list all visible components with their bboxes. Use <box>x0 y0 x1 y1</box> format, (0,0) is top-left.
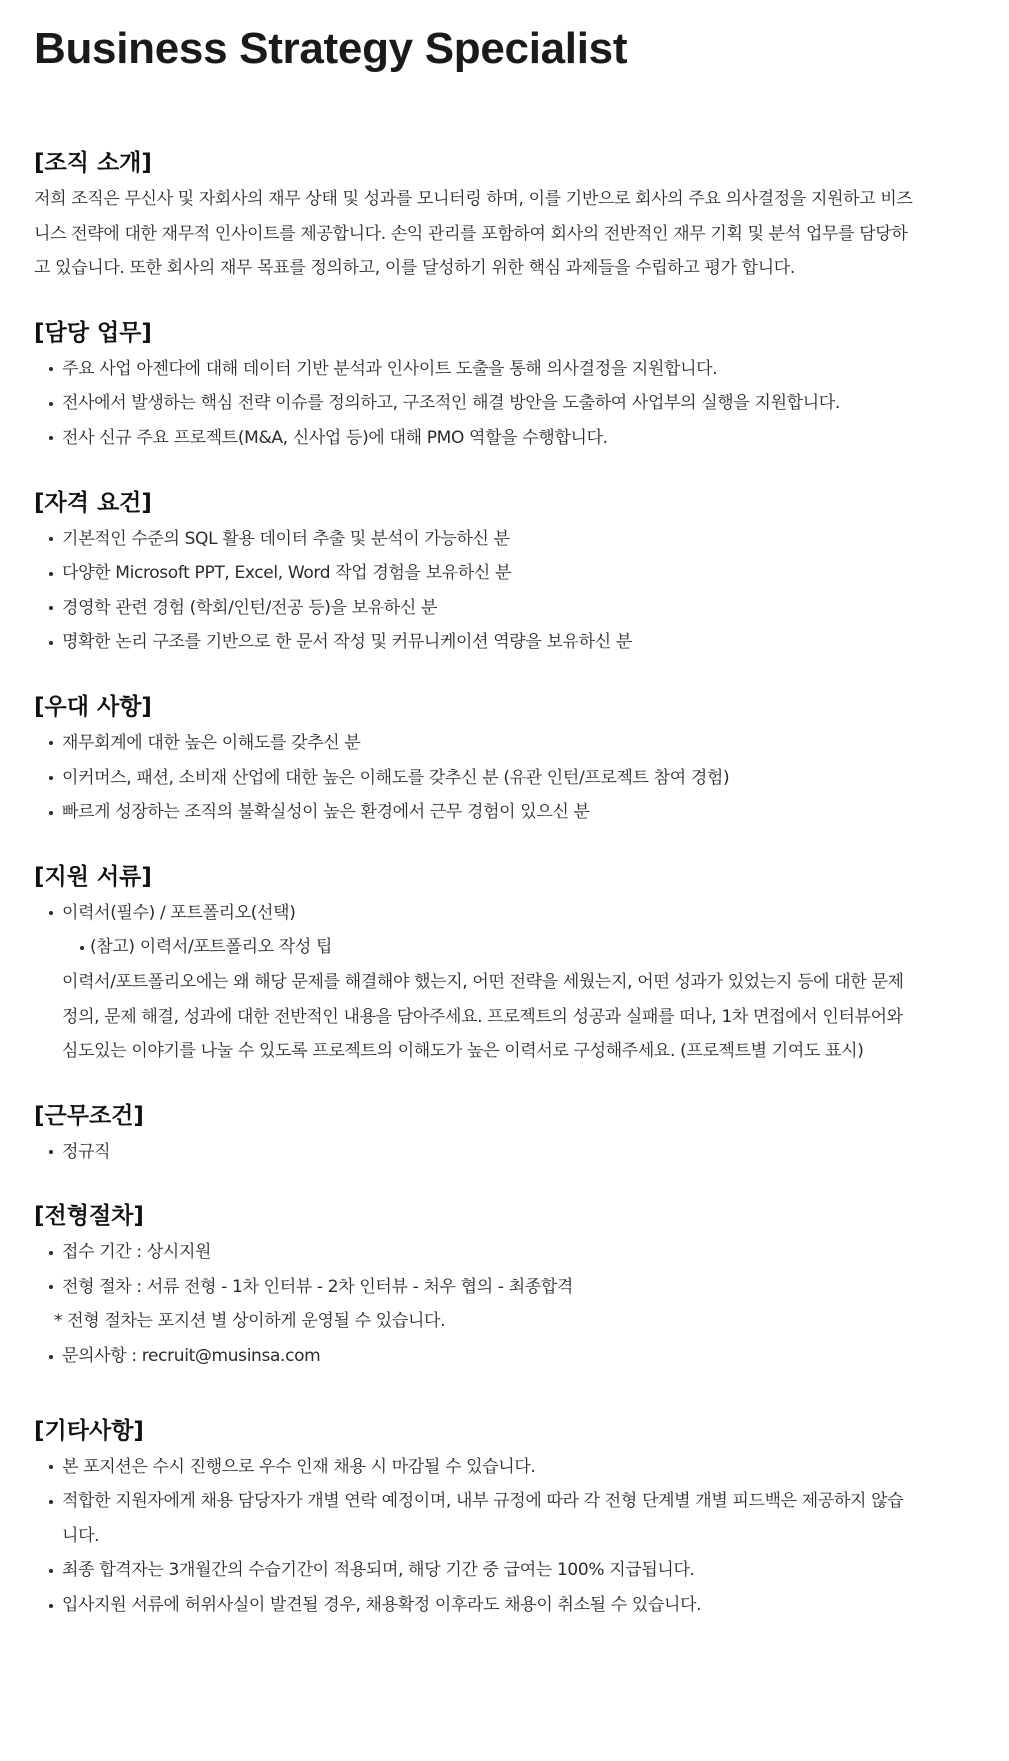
list-item: 이커머스, 패션, 소비재 산업에 대한 높은 이해도를 갖추신 분 (유관 인턴/프로젝트 참여 경험) <box>34 761 975 796</box>
section-duties <box>34 316 975 456</box>
process-note: * 전형 절차는 포지션 별 상이하게 운영될 수 있습니다. <box>54 1311 446 1332</box>
list-item: 이력서(필수) / 포트폴리오(선택) <box>34 896 975 931</box>
list-item: 본 포지션은 수시 진행으로 우수 인재 채용 시 마감될 수 있습니다. <box>34 1450 975 1485</box>
resume-tip-line: 심도있는 이야기를 나눌 수 있도록 프로젝트의 이해도가 높은 이력서로 구성해주세요. (프로젝트별 기여도 표시) <box>62 1041 864 1062</box>
resume-tip-line: 이력서/포트폴리오에는 왜 해당 문제를 해결해야 했는지, 어떤 전략을 세웠는지, 어떤 성과가 있었는지 등에 대한 문제 <box>62 971 904 992</box>
list-sub-item: (참고) 이력서/포트폴리오 작성 팁 <box>34 930 975 965</box>
list-item: 다양한 Microsoft PPT, Excel, Word 작업 경험을 보유하신 분 <box>34 556 975 591</box>
section-heading-process: [전형절차] <box>34 1203 144 1230</box>
section-etc <box>34 1414 975 1623</box>
list-item: 빠르게 성장하는 조직의 불확실성이 높은 환경에서 근무 경험이 있으신 분 <box>34 795 975 830</box>
list-item: 적합한 지원자에게 채용 담당자가 개별 연락 예정이며, 내부 규정에 따라 각 전형 단계별 개별 피드백은 제공하지 않습 <box>34 1484 975 1519</box>
section-org-intro <box>34 146 975 286</box>
list-item: 전사에서 발생하는 핵심 전략 이슈를 정의하고, 구조적인 해결 방안을 도출하여 사업부의 실행을 지원합니다. <box>34 386 975 421</box>
section-heading-conditions: [근무조건] <box>34 1102 144 1129</box>
page-title: Business Strategy Specialist <box>34 24 628 73</box>
etc-list-continued <box>34 1553 975 1622</box>
list-item: 정규직 <box>34 1135 975 1170</box>
section-heading-etc: [기타사항] <box>34 1417 144 1444</box>
contact-item: 문의사항 : recruit@musinsa.com <box>34 1339 975 1374</box>
preferred-list <box>34 726 975 830</box>
list-item: 기본적인 수준의 SQL 활용 데이터 추출 및 분석이 가능하신 분 <box>34 522 975 557</box>
conditions-list <box>34 1135 975 1170</box>
section-requirements <box>34 486 975 660</box>
section-heading-org-intro: [조직 소개] <box>34 150 152 176</box>
section-heading-duties: [담당 업무] <box>34 319 152 346</box>
duties-list <box>34 352 975 456</box>
list-item: 접수 기간 : 상시지원 <box>34 1235 975 1270</box>
list-item: 명확한 논리 구조를 기반으로 한 문서 작성 및 커뮤니케이션 역량을 보유하신 분 <box>34 625 975 660</box>
section-process <box>34 1199 975 1373</box>
list-item: 전형 절차 : 서류 전형 - 1차 인터뷰 - 2차 인터뷰 - 처우 협의 - 최종합격 <box>34 1270 975 1305</box>
list-item: 주요 사업 아젠다에 대해 데이터 기반 분석과 인사이트 도출을 통해 의사결정을 지원합니다. <box>34 352 975 387</box>
list-item: 입사지원 서류에 허위사실이 발견될 경우, 채용확정 이후라도 채용이 취소될 수 있습니다. <box>34 1588 975 1623</box>
org-intro-line: 니스 전략에 대한 재무적 인사이트를 제공합니다. 손익 관리를 포함하여 회사의 전반적인 재무 기획 및 분석 업무를 담당하 <box>34 223 908 244</box>
list-item: 전사 신규 주요 프로젝트(M&A, 신사업 등)에 대해 PMO 역할을 수행합니다. <box>34 421 975 456</box>
section-heading-requirements: [자격 요건] <box>34 489 152 516</box>
documents-list <box>34 896 975 965</box>
list-item: 경영학 관련 경험 (학회/인턴/전공 등)을 보유하신 분 <box>34 591 975 626</box>
list-item: 재무회계에 대한 높은 이해도를 갖추신 분 <box>34 726 975 761</box>
section-preferred <box>34 690 975 830</box>
org-intro-line: 저희 조직은 무신사 및 자회사의 재무 상태 및 성과를 모니터링 하며, 이를 기반으로 회사의 주요 의사결정을 지원하고 비즈 <box>34 189 913 209</box>
process-contact-list <box>34 1339 975 1374</box>
etc-list <box>34 1450 975 1519</box>
resume-tip-line: 정의, 문제 해결, 성과에 대한 전반적인 내용을 담아주세요. 프로젝트의 성공과 실패를 떠나, 1차 면접에서 인터뷰어와 <box>62 1006 903 1027</box>
list-item: 최종 합격자는 3개월간의 수습기간이 적용되며, 해당 기간 중 급여는 100% 지급됩니다. <box>34 1553 975 1588</box>
section-documents <box>34 860 975 1069</box>
org-intro-line: 고 있습니다. 또한 회사의 재무 목표를 정의하고, 이를 달성하기 위한 핵심 과제들을 수립하고 평가 합니다. <box>34 258 795 279</box>
list-item-continuation: 니다. <box>62 1525 100 1546</box>
section-heading-documents: [지원 서류] <box>34 863 152 890</box>
requirements-list <box>34 522 975 660</box>
process-list <box>34 1235 975 1304</box>
section-heading-preferred: [우대 사항] <box>34 693 152 720</box>
section-conditions <box>34 1099 975 1170</box>
